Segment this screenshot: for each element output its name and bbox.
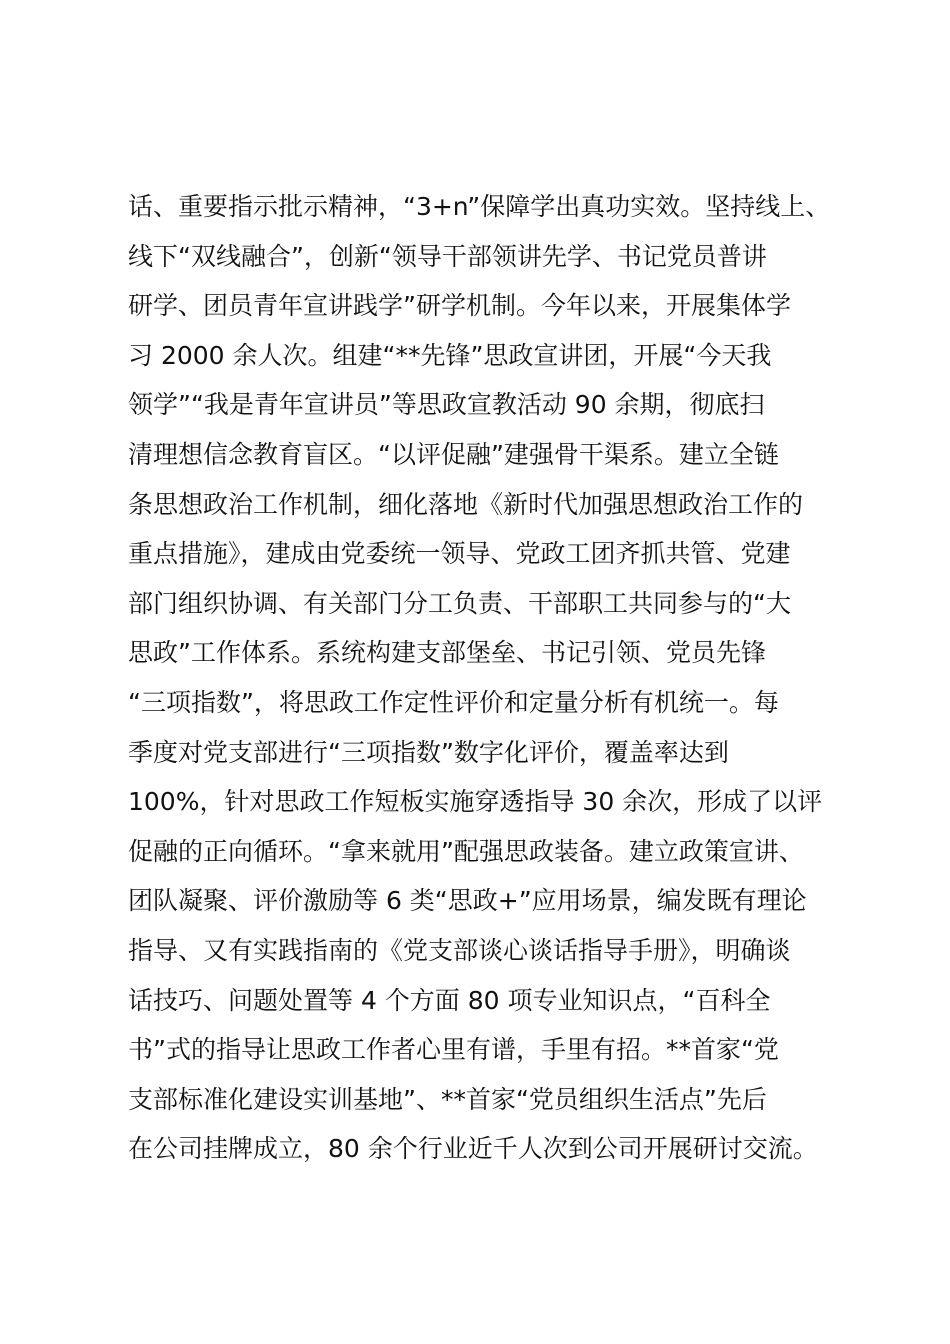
text-line: 部门组织协调、有关部门分工负责、干部职工共同参与的“大 xyxy=(128,588,791,618)
text-line: 线下“双线融合”，创新“领导干部领讲先学、书记党员普讲 xyxy=(128,241,767,271)
text-line: 在公司挂牌成立，80 余个行业近千人次到公司开展研讨交流。 xyxy=(128,1134,818,1164)
text-line: 团队凝聚、评价激励等 6 类“思政+”应用场景，编发既有理论 xyxy=(128,886,807,916)
text-line: “三项指数”，将思政工作定性评价和定量分析有机统一。每 xyxy=(128,687,779,717)
text-line: 100%，针对思政工作短板实施穿透指导 30 余次，形成了以评 xyxy=(128,787,823,817)
text-line: 重点措施》，建成由党委统一领导、党政工团齐抓共管、党建 xyxy=(128,539,791,569)
text-line: 话、重要指示批示精神，“3+n”保障学出真功实效。坚持线上、 xyxy=(128,192,831,221)
text-line: 书”式的指导让思政工作者心里有谱，手里有招。**首家“党 xyxy=(128,1035,779,1065)
text-line: 清理想信念教育盲区。“以评促融”建强骨干渠系。建立全链 xyxy=(128,439,779,469)
text-line: 条思想政治工作机制，细化落地《新时代加强思想政治工作的 xyxy=(128,489,804,519)
text-line: 研学、团员青年宣讲践学”研学机制。今年以来，开展集体学 xyxy=(128,291,791,321)
body-paragraph xyxy=(128,182,848,1174)
text-line: 指导、又有实践指南的《党支部谈心谈话指导手册》，明确谈 xyxy=(128,935,791,965)
text-line: 支部标准化建设实训基地”、**首家“党员组织生活点”先后 xyxy=(128,1084,767,1114)
text-line: 话技巧、问题处置等 4 个方面 80 项专业知识点，“百科全 xyxy=(128,985,771,1015)
text-line: 季度对党支部进行“三项指数”数字化评价，覆盖率达到 xyxy=(128,737,729,767)
text-line: 思政”工作体系。系统构建支部堡垒、书记引领、党员先锋 xyxy=(128,638,766,668)
text-line: 促融的正向循环。“拿来就用”配强思政装备。建立政策宣讲、 xyxy=(128,836,804,866)
text-line: 习 2000 余人次。组建“**先锋”思政宣讲团，开展“今天我 xyxy=(128,340,772,370)
text-line: 领学”“我是青年宣讲员”等思政宣教活动 90 余期，彻底扫 xyxy=(128,390,765,420)
